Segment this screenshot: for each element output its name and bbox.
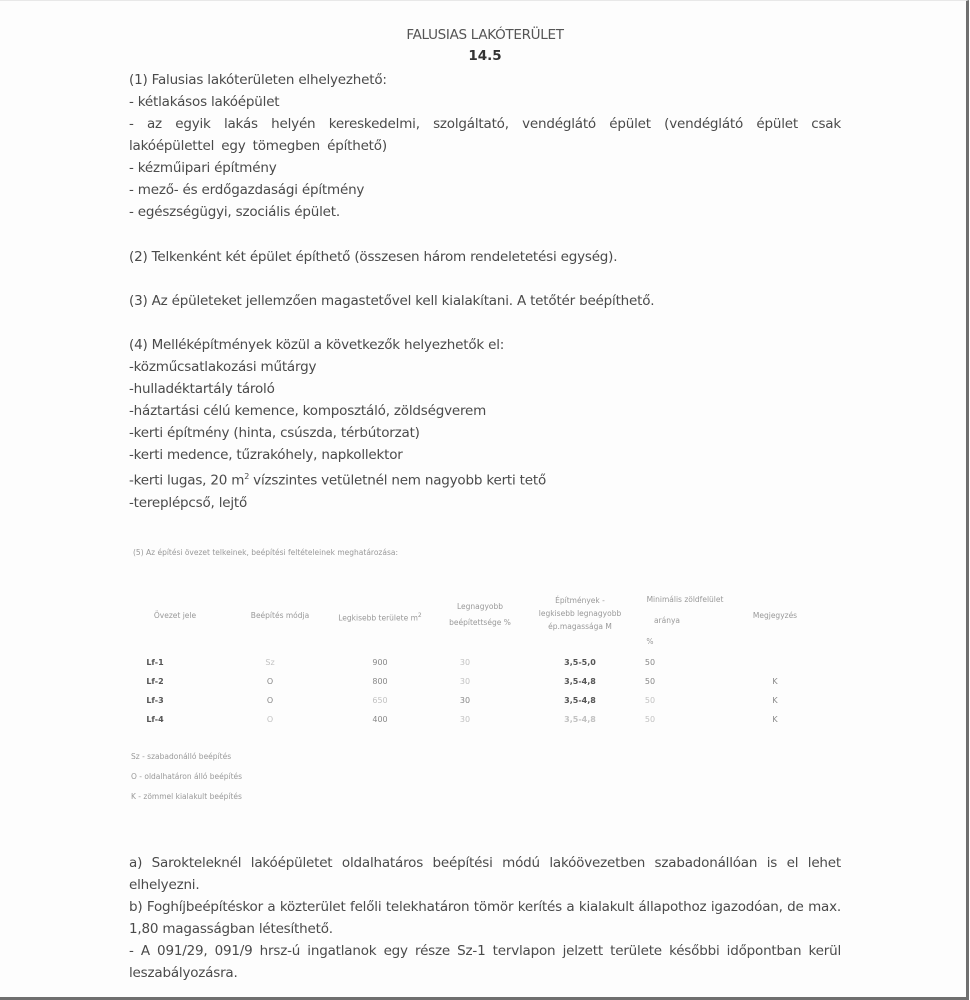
table-cell: 30 (459, 696, 471, 705)
table-header (325, 608, 435, 627)
table-cell: 900 (372, 658, 388, 667)
note-b: b) Foghíjbeépítéskor a közterület felőli telekhatáron tömör kerítés a kialakult állapothoz igazodóan, de max. 1,80 magasságban létesíthető. (129, 899, 841, 937)
note-a: a) Sarokteleknél lakóépületet oldalhatáros beépítési módú lakóövezetben szabadonállóan is el lehet elhelyezni. (129, 855, 841, 893)
table-cell: 3,5-5,0 (564, 658, 596, 667)
header-line: aránya (653, 616, 681, 625)
paragraph-3 (129, 290, 841, 312)
note-c: - A 091/29, 091/9 hrsz-ú ingatlanok egy része Sz-1 tervlapon jelzett területe későbbi időpontban kerül leszabályozásra. (129, 943, 841, 981)
list-item: - az egyik lakás helyén kereskedelmi, szolgáltató, vendéglátó épület (vendéglátó épület csak lakóépülettel egy tömegben építhető) (129, 116, 841, 154)
header-line: beépítettsége % (449, 618, 511, 627)
paragraph-5-heading: (5) Az építési övezet telkeinek, beépítési feltételeinek meghatározása: (133, 548, 398, 557)
document-title: FALUSIAS LAKÓTERÜLET (406, 27, 564, 43)
paragraph-2-text: (2) Telkenként két épület építhető (összesen három rendeletetési egység). (129, 249, 618, 265)
header-line: ép.magassága M (548, 622, 612, 631)
table-cell: K (772, 677, 778, 686)
table-cell: O (266, 677, 274, 686)
table-cell: 400 (372, 715, 388, 724)
paragraph-4-heading: (4) Melléképítmények közül a következők helyezhetők el: (129, 337, 505, 353)
notes (129, 852, 841, 984)
table-cell: O (266, 715, 274, 724)
header-text: Legkisebb területe m (338, 613, 418, 623)
table-header: Beépítés módja (250, 611, 310, 620)
table-cell: 800 (372, 677, 388, 686)
table-cell: 3,5-4,8 (564, 715, 596, 724)
table-cell: Lf-1 (146, 658, 164, 667)
table-cell: Lf-4 (146, 715, 164, 724)
table-cell: O (266, 696, 274, 705)
table-cell: Sz (265, 658, 275, 667)
legend-item: Sz - szabadonálló beépítés (131, 752, 232, 761)
list-item: - kétlakásos lakóépület (129, 94, 280, 110)
header-line: Minimális zöldfelület (646, 595, 724, 604)
list-item-text: -kerti lugas, 20 m (129, 472, 245, 489)
paragraph-4 (129, 334, 841, 514)
table-cell: K (772, 715, 778, 724)
list-item: -közműcsatlakozási műtárgy (129, 359, 317, 375)
table-cell: 50 (644, 715, 656, 724)
table-cell: 3,5-4,8 (564, 696, 596, 705)
table-header (440, 599, 520, 631)
header-line: legkisebb legnagyobb (538, 609, 622, 618)
table-header (630, 589, 740, 652)
table-cell: 650 (372, 696, 388, 705)
table-cell: 30 (459, 677, 471, 686)
header-line: % (646, 637, 654, 646)
table-cell: 3,5-4,8 (564, 677, 596, 686)
list-item: - mező- és erdőgazdasági építmény (129, 182, 365, 198)
table-header: Megjegyzés (752, 611, 798, 620)
header-line: Legnagyobb (456, 602, 504, 611)
list-item: - egészségügyi, szociális épület. (129, 204, 340, 220)
table-cell: 30 (459, 658, 471, 667)
list-item: -tereplépcső, lejtő (129, 494, 248, 511)
table-cell: Lf-2 (146, 677, 164, 686)
legend-item: O - oldalhatáron álló beépítés (131, 772, 243, 781)
list-item (129, 466, 841, 492)
header-line: Építmények - (555, 596, 605, 605)
table-header: Övezet jele (153, 611, 197, 620)
table-cell: Lf-3 (146, 696, 164, 705)
list-item: -kerti építmény (hinta, csúszda, térbútorzat) (129, 425, 420, 441)
table-cell: 50 (644, 696, 656, 705)
list-item: -kerti medence, tűzrakóhely, napkollektor (129, 447, 403, 463)
legend-item: K - zömmel kialakult beépítés (131, 792, 242, 801)
list-item: -hulladéktartály tároló (129, 381, 275, 397)
paragraph-1-heading: (1) Falusias lakóterületen elhelyezhető: (129, 72, 387, 88)
list-item: -háztartási célú kemence, komposztáló, zöldségverem (129, 403, 487, 419)
list-item-text: vízszintes vetületnél nem nagyobb kerti tető (249, 472, 547, 489)
paragraph-2 (129, 246, 841, 268)
superscript: 2 (417, 612, 422, 619)
list-item: - kézműipari építmény (129, 160, 277, 176)
table-cell: 50 (644, 658, 656, 667)
paragraph-3-text: (3) Az épületeket jellemzően magastetővel kell kialakítani. A tetőtér beépíthető. (129, 293, 655, 309)
section-number: 14.5 (468, 48, 502, 64)
table-cell: 50 (644, 677, 656, 686)
superscript: 2 (244, 472, 250, 481)
table-cell: K (772, 696, 778, 705)
table-cell: 30 (459, 715, 471, 724)
paragraph-1 (129, 69, 841, 223)
